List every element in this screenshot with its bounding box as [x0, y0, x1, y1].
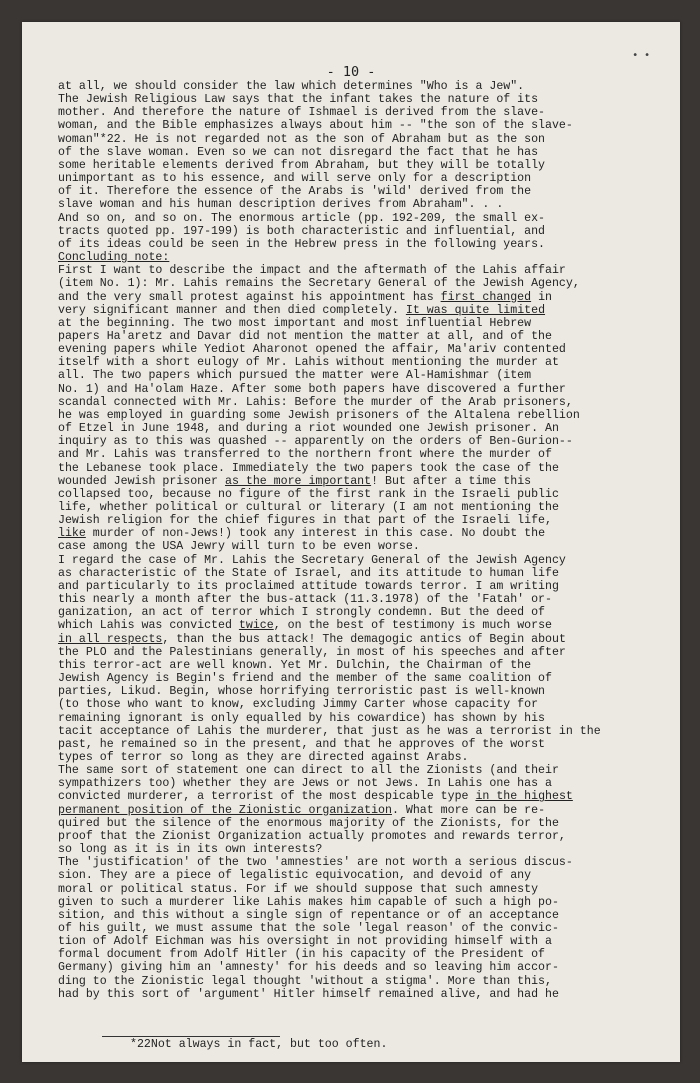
text-line — [58, 251, 663, 264]
text-line: papers Ha'aretz and Davar did not mention the matter at all, and of the — [58, 329, 552, 343]
text-line: and the very small protest against his appointment has first changed in — [58, 290, 552, 304]
text-line: parties, Likud. Begin, whose horrifying terroristic past is well-known — [58, 685, 546, 699]
text-line: I regard the case of Mr. Lahis the Secretary General of the Jewish Agency — [58, 553, 566, 567]
text-line: some heritable elements derived from Abraham, but they will be totally — [58, 158, 546, 172]
text-line: No. 1) and Ha'olam Haze. After some both papers have discovered a further — [58, 382, 566, 396]
text-line: The Jewish Religious Law says that the infant takes the nature of its — [58, 93, 539, 107]
text-line: (item No. 1): Mr. Lahis remains the Secretary General of the Jewish Agency, — [58, 277, 580, 291]
underlined-phrase: like — [58, 527, 86, 541]
text-line: remaining ignorant is only equalled by his cowardice) has shown by his — [58, 711, 546, 725]
text-line: formal document from Adolf Hitler (in his capacity of the President of — [58, 948, 546, 962]
text-line: of it. Therefore the essence of the Arabs is 'wild' derived from the — [58, 185, 532, 199]
text-line: slave woman and his human description derives from Abraham". . . — [58, 198, 504, 212]
text-line: mother. And therefore the nature of Ishmael is derived from the slave- — [58, 106, 546, 120]
text-line: unimportant as to his essence, and will serve only for a description — [58, 172, 532, 186]
text-line: The 'justification' of the two 'amnesties' are not worth a serious discus- — [58, 856, 573, 870]
text-line: tacit acceptance of Lahis the murderer, that just as he was a terrorist in the — [58, 724, 601, 738]
text-line: of his guilt, we must assume that the sole 'legal reason' of the convic- — [58, 922, 559, 935]
text-line: so long as it is in its own interests? — [58, 843, 323, 857]
text-line: First I want to describe the impact and the aftermath of the Lahis affair — [58, 264, 566, 278]
text-line: proof that the Zionist Organization actually promotes and rewards terror, — [58, 829, 566, 843]
page-number: - 10 - — [326, 64, 376, 80]
text-line: types of terror so long as they are directed against Arabs. — [58, 750, 469, 764]
underlined-phrase: permanent position of the Zionistic organization — [58, 803, 392, 817]
footnote-rule — [102, 1036, 280, 1037]
text-line: collapsed too, because no figure of the first rank in the Israeli public — [58, 487, 559, 501]
text-line: of the slave woman. Even so we can not disregard the fact that he has — [58, 145, 539, 159]
text-line: and particularly to its proclaimed attitude towards terror. I am writing — [58, 579, 559, 593]
footnote: *22Not always in fact, but too often. — [130, 1038, 388, 1051]
text-line: convicted murderer, a terrorist of the most despicable type in the highest — [58, 790, 573, 804]
underlined-phrase: first changed — [440, 290, 532, 304]
text-line: as characteristic of the State of Israel, and its attitude to human life — [58, 566, 559, 580]
text-line: sympathizers too) whether they are Jews or not Jews. In Lahis one has a — [58, 777, 552, 791]
text-line: moral or political status. For if we should suppose that such amnesty — [58, 882, 539, 896]
text-line: wounded Jewish prisoner as the more important! But after a time this — [58, 474, 532, 488]
text-line: this terror-act are well known. Yet Mr. Dulchin, the Chairman of the — [58, 658, 532, 672]
text-line: of Etzel in June 1948, and during a riot wounded one Jewish prisoner. An — [58, 422, 559, 436]
body-text — [58, 80, 663, 1001]
text-line: of its ideas could be seen in the Hebrew press in the following years. — [58, 237, 546, 251]
text-line: the PLO and the Palestinians generally, in most of his speeches and after — [58, 645, 566, 659]
corner-marks: •• — [632, 50, 656, 61]
text-line: he was employed in guarding some Jewish prisoners of the Altalena rebellion — [58, 408, 580, 422]
text-line: ding to the Zionistic legal thought 'without a stigma'. More than this, — [58, 974, 552, 988]
text-line: itself with a short eulogy of Mr. Lahis without mentioning the murder at — [58, 356, 559, 370]
text-line: case among the USA Jewry will turn to be even worse. — [58, 540, 420, 554]
text-line: woman, and the Bible emphasizes always about him -- "the son of the slave- — [58, 119, 573, 133]
text-line: quired but the silence of the enormous majority of the Zionists, for the — [58, 816, 559, 830]
underlined-phrase: as the more important — [224, 474, 372, 488]
text-line: at all, we should consider the law which determines "Who is a Jew". — [58, 80, 525, 93]
text-line: past, he remained so in the present, and that he approves of the worst — [58, 737, 546, 751]
text-line: (to those who want to know, excluding Jimmy Carter whose capacity for — [58, 698, 539, 712]
text-line: in all respects, than the bus attack! The demagogic antics of Begin about — [58, 632, 566, 646]
text-line: very significant manner and then died completely. It was quite limited — [58, 303, 546, 317]
text-line: evening papers while Yediot Aharonot opened the affair, Ma'ariv contented — [58, 343, 566, 357]
underlined-phrase: Concluding note: — [58, 251, 170, 265]
text-line: And so on, and so on. The enormous article (pp. 192-209, the small ex- — [58, 211, 546, 225]
text-line: ganization, an act of terror which I strongly condemn. But the deed of — [58, 606, 546, 620]
text-line: at the beginning. The two most important and most influential Hebrew — [58, 316, 532, 330]
underlined-phrase: It was quite limited — [405, 303, 546, 317]
text-line: and Mr. Lahis was transferred to the northern front where the murder of — [58, 448, 552, 462]
text-line: like murder of non-Jews!) took any interest in this case. No doubt the — [58, 527, 546, 541]
text-line: scandal connected with Mr. Lahis: Before the murder of the Arab prisoners, — [58, 395, 573, 409]
underlined-phrase: in all respects — [58, 632, 163, 646]
text-line: The same sort of statement one can direct to all the Zionists (and their — [58, 764, 559, 778]
text-line: this nearly a month after the bus-attack (11.3.1978) of the 'Fatah' or- — [58, 593, 552, 607]
text-line: the Lebanese took place. Immediately the two papers took the case of the — [58, 461, 559, 475]
underlined-phrase: twice — [238, 619, 274, 633]
text-line: life, whether political or cultural or literary (I am not mentioning the — [58, 501, 559, 514]
text-line: all. The two papers which pursued the matter were Al-Hamishmar (item — [58, 369, 532, 383]
text-line: Germany) giving him an 'amnesty' for his deeds and so leaving him accor- — [58, 961, 559, 975]
text-line: Jewish Agency is Begin's friend and the member of the same coalition of — [58, 672, 552, 686]
text-line: Jewish religion for the chief figures in that part of the Israeli life, — [58, 514, 552, 528]
underlined-phrase: in the highest — [475, 790, 573, 804]
text-line: woman"*22. He is not regarded not as the son of Abraham but as the son — [58, 132, 546, 146]
text-line: sition, and this without a single sign of repentance or of an acceptance — [58, 908, 559, 922]
text-line: had by this sort of 'argument' Hitler himself remained alive, and had he — [58, 987, 559, 1001]
text-line: which Lahis was convicted twice, on the best of testimony is much worse — [58, 619, 552, 633]
text-line: given to such a murderer like Lahis makes him capable of such a high po- — [58, 895, 559, 909]
document-page — [22, 22, 680, 1062]
text-line: inquiry as to this was quashed -- apparently on the orders of Ben-Gurion-- — [58, 435, 573, 449]
text-line: tracts quoted pp. 197-199) is both characteristic and influential, and — [58, 224, 546, 238]
text-line: tion of Adolf Eichman was his oversight in not providing himself with a — [58, 935, 552, 949]
text-line: sion. They are a piece of legalistic equivocation, and devoid of any — [58, 869, 532, 883]
text-line: permanent position of the Zionistic organization. What more can be re- — [58, 803, 546, 817]
